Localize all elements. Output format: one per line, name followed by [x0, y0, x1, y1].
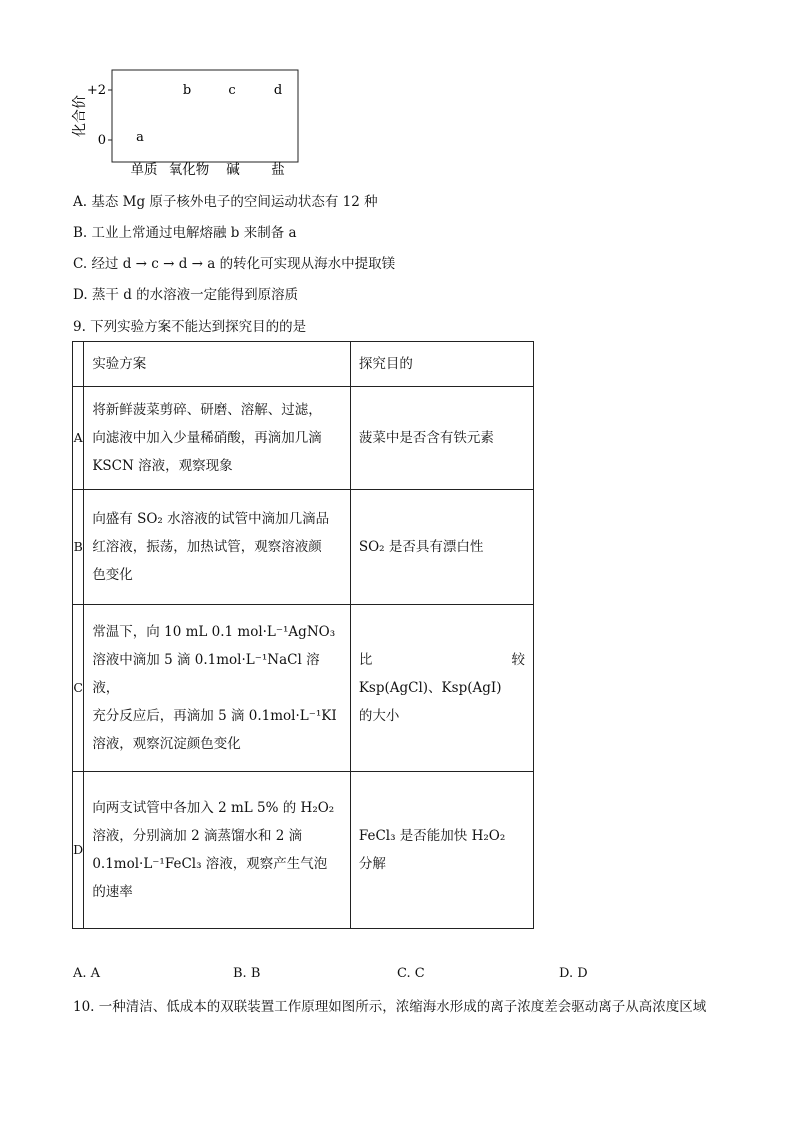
goal-word: 较 [511, 652, 525, 668]
plan-line: 充分反应后，再滴加 5 滴 0.1mol·L⁻¹KI [92, 708, 337, 724]
option-text: 蒸干 d 的水溶液一定能得到原溶质 [91, 287, 299, 303]
plan-line: 色变化 [92, 567, 133, 583]
plan-line: 溶液，分别滴加 2 滴蒸馏水和 2 滴 [92, 828, 303, 844]
row-label: B [73, 490, 84, 605]
row-label: A [73, 387, 84, 490]
answer-choice-c: C. C [397, 966, 425, 981]
table-header-row [73, 342, 534, 387]
goal-line: Ksp(AgCl)、Ksp(AgI) [358, 680, 502, 696]
plan-line: 向滤液中加入少量稀硝酸，再滴加几滴 [92, 430, 322, 446]
table-row [73, 490, 534, 605]
option-key: D. [73, 287, 88, 303]
plan-line: 向两支试管中各加入 2 mL 5% 的 H₂O₂ [92, 800, 335, 816]
plan-line: 溶液中滴加 5 滴 0.1mol·L⁻¹NaCl 溶液， [92, 652, 320, 696]
plan-line: 红溶液，振荡，加热试管，观察溶液颜 [92, 539, 322, 555]
header-empty-cell [73, 342, 84, 387]
header-goal: 探究目的 [350, 342, 533, 387]
goal-spread-line [359, 646, 525, 674]
plan-line: 的速率 [92, 884, 133, 900]
question-10-stem: 10. 一种清洁、低成本的双联装置工作原理如图所示，浓缩海水形成的离子浓度差会驱动离子从高浓度区域 [73, 999, 707, 1015]
answer-choice-d: D. D [559, 966, 588, 981]
y-tick-label-plus2: +2 [86, 83, 106, 98]
experiment-table [72, 341, 534, 929]
goal-line: SO₂ 是否具有漂白性 [358, 539, 484, 555]
goal-cell [350, 772, 533, 929]
goal-line: 分解 [358, 856, 386, 872]
plan-cell [84, 490, 351, 605]
x-cat-salt: 盐 [271, 162, 285, 178]
header-plan: 实验方案 [84, 342, 351, 387]
option-a [73, 193, 378, 211]
point-c: c [228, 83, 236, 98]
table-row [73, 387, 534, 490]
answer-choice-a: A. A [73, 966, 101, 981]
option-text: 基态 Mg 原子核外电子的空间运动状态有 12 种 [91, 194, 378, 210]
chart-frame [112, 70, 298, 162]
goal-line: 的大小 [358, 708, 400, 724]
plan-line: 将新鲜菠菜剪碎、研磨、溶解、过滤， [92, 402, 322, 418]
goal-cell [350, 605, 533, 772]
plan-line: 溶液，观察沉淀颜色变化 [92, 736, 241, 752]
goal-line: 菠菜中是否含有铁元素 [358, 430, 494, 446]
option-c [73, 255, 395, 273]
option-key: B. [73, 225, 88, 241]
option-text: 工业上常通过电解熔融 b 来制备 a [91, 225, 297, 241]
plan-line: 常温下，向 10 mL 0.1 mol·L⁻¹AgNO₃ [92, 624, 336, 640]
table-row [73, 605, 534, 772]
x-cat-base: 碱 [226, 162, 240, 178]
valence-class-chart [70, 62, 310, 182]
option-b [73, 224, 297, 242]
row-label: C [73, 605, 84, 772]
point-d: d [273, 83, 283, 98]
y-axis-label: 化合价 [72, 95, 88, 137]
question-9-stem: 9. 下列实验方案不能达到探究目的的是 [73, 319, 307, 335]
option-key: C. [73, 256, 88, 272]
option-d [73, 286, 298, 304]
table-row [73, 772, 534, 929]
plan-cell [84, 605, 351, 772]
y-tick-label-zero: 0 [97, 133, 106, 148]
plan-line: KSCN 溶液，观察现象 [92, 458, 233, 474]
x-cat-elemental: 单质 [130, 162, 158, 178]
goal-cell [350, 490, 533, 605]
plan-cell [84, 772, 351, 929]
plan-cell [84, 387, 351, 490]
plan-line: 0.1mol·L⁻¹FeCl₃ 溶液，观察产生气泡 [92, 856, 328, 872]
goal-line: FeCl₃ 是否能加快 H₂O₂ [358, 828, 506, 844]
x-cat-oxide: 氧化物 [168, 162, 210, 178]
answer-choice-b: B. B [233, 966, 261, 981]
plan-line: 向盛有 SO₂ 水溶液的试管中滴加几滴品 [92, 511, 330, 527]
goal-word: 比 [358, 652, 373, 668]
option-text: 经过 d → c → d → a 的转化可实现从海水中提取镁 [91, 256, 396, 272]
goal-cell [350, 387, 533, 490]
row-label: D [73, 772, 84, 929]
point-b: b [182, 83, 192, 98]
option-key: A. [73, 194, 88, 210]
point-a: a [136, 130, 144, 145]
